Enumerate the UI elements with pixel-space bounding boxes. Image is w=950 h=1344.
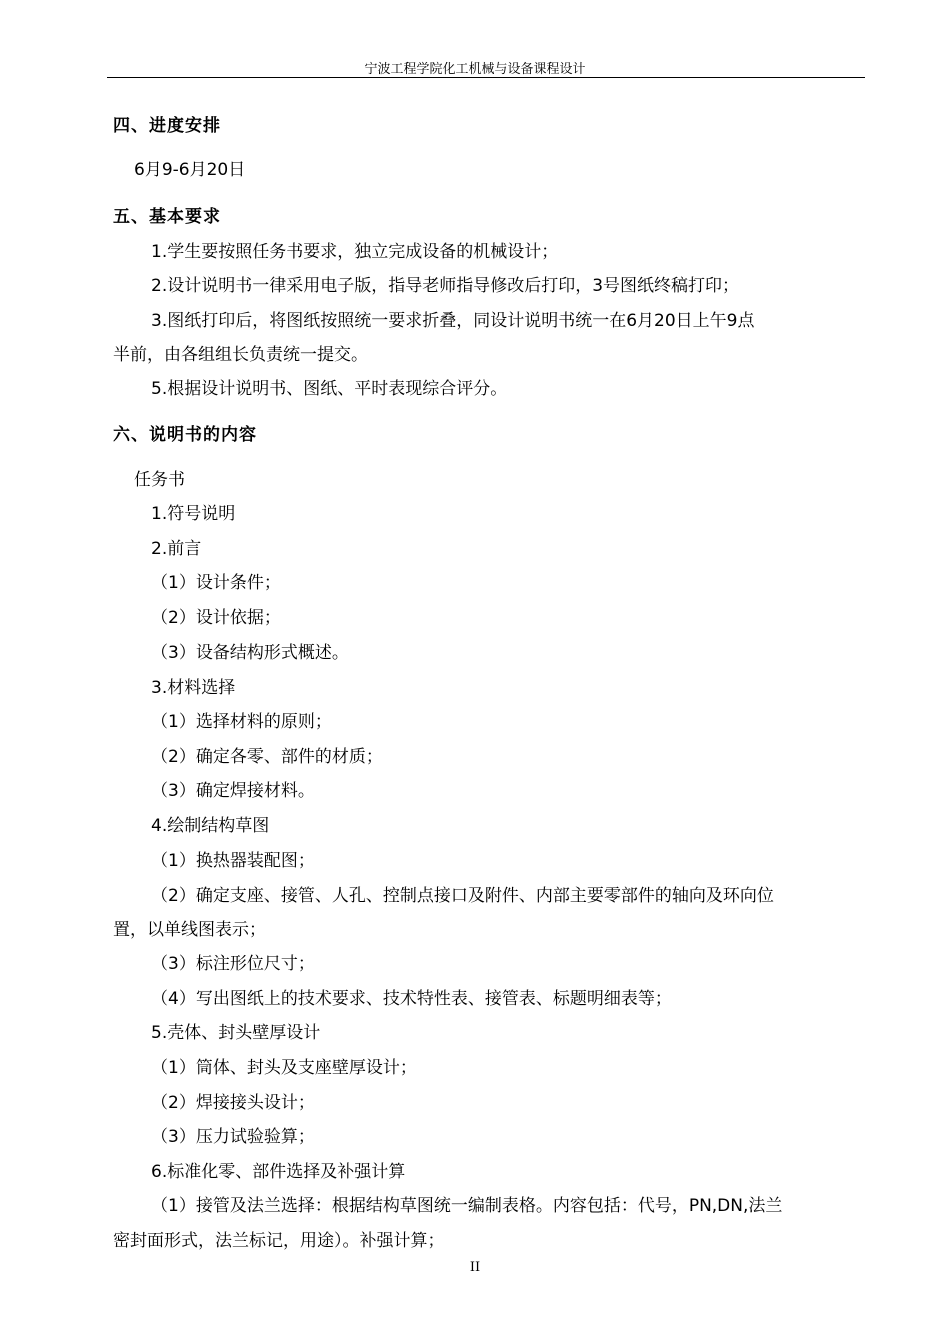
- requirement-item: 3.图纸打印后，将图纸按照统一要求折叠，同设计说明书统一在6月20日上午9点: [151, 311, 755, 331]
- contents-line: （2）确定各零、部件的材质；: [151, 747, 383, 767]
- contents-line-continuation: 置，以单线图表示；: [113, 920, 266, 940]
- contents-line: 6.标准化零、部件选择及补强计算: [151, 1162, 406, 1182]
- contents-line: 任务书: [134, 470, 185, 490]
- contents-line: （1）设计条件；: [151, 573, 281, 593]
- requirement-item: 2.设计说明书一律采用电子版，指导老师指导修改后打印，3号图纸终稿打印；: [151, 276, 740, 296]
- contents-line: 1.符号说明: [151, 504, 236, 524]
- contents-line: （3）设备结构形式概述。: [151, 643, 349, 663]
- contents-line: 2.前言: [151, 539, 202, 559]
- contents-line: （1）筒体、封头及支座壁厚设计；: [151, 1058, 417, 1078]
- contents-line: 3.材料选择: [151, 678, 236, 698]
- section-heading-contents: 六、说明书的内容: [113, 425, 257, 445]
- contents-line-continuation: 密封面形式，法兰标记，用途）。补强计算；: [113, 1231, 445, 1251]
- requirement-item-continuation: 半前，由各组组长负责统一提交。: [113, 345, 368, 365]
- contents-line: （2）焊接接头设计；: [151, 1093, 315, 1113]
- contents-line: （1）接管及法兰选择：根据结构草图统一编制表格。内容包括：代号，PN,DN,法兰: [151, 1196, 783, 1216]
- requirement-item: 5.根据设计说明书、图纸、平时表现综合评分。: [151, 379, 508, 399]
- contents-line: （3）确定焊接材料。: [151, 781, 315, 801]
- page-number: II: [469, 1260, 481, 1275]
- contents-line: （2）设计依据；: [151, 608, 281, 628]
- contents-line: 4.绘制结构草图: [151, 816, 270, 836]
- schedule-text: 6月9-6月20日: [134, 160, 246, 180]
- section-heading-schedule: 四、进度安排: [113, 116, 221, 136]
- contents-line: （3）标注形位尺寸；: [151, 954, 315, 974]
- contents-line: （4）写出图纸上的技术要求、技术特性表、接管表、标题明细表等；: [151, 989, 672, 1009]
- header-rule: [107, 77, 865, 78]
- contents-line: 5.壳体、封头壁厚设计: [151, 1023, 321, 1043]
- contents-line: （2）确定支座、接管、人孔、控制点接口及附件、内部主要零部件的轴向及环向位: [151, 886, 774, 906]
- page-header-title: 宁波工程学院化工机械与设备课程设计: [364, 62, 586, 77]
- section-heading-requirements: 五、基本要求: [113, 207, 221, 227]
- contents-line: （3）压力试验验算；: [151, 1127, 315, 1147]
- contents-line: （1）换热器装配图；: [151, 851, 315, 871]
- requirement-item: 1.学生要按照任务书要求，独立完成设备的机械设计；: [151, 242, 559, 262]
- contents-line: （1）选择材料的原则；: [151, 712, 332, 732]
